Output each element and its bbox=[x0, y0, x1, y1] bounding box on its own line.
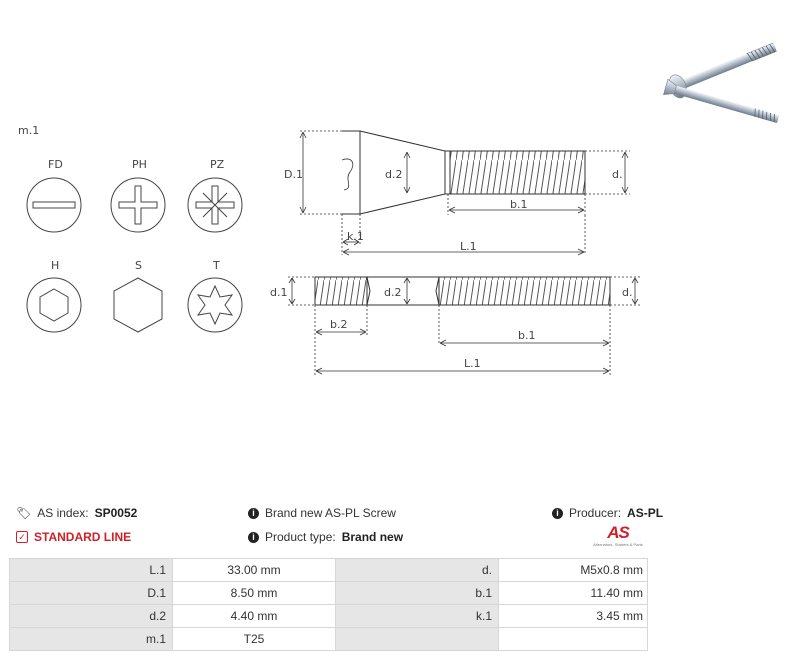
logo-text: AS bbox=[607, 523, 629, 542]
stud-label-L1: L.1 bbox=[464, 357, 481, 370]
dim-label-L1: L.1 bbox=[460, 240, 477, 253]
spec-value bbox=[499, 628, 648, 651]
hex-socket-icon bbox=[27, 278, 81, 332]
spec-key: D.1 bbox=[10, 582, 173, 605]
flat-slot-icon bbox=[27, 178, 81, 232]
spec-key: L.1 bbox=[10, 559, 173, 582]
tags-icon: 🏷 bbox=[16, 506, 32, 520]
product-photo bbox=[655, 30, 800, 130]
spec-key: b.1 bbox=[336, 582, 499, 605]
drive-label-s: S bbox=[135, 259, 142, 272]
spec-value: 3.45 mm bbox=[499, 605, 648, 628]
producer-label: Producer: bbox=[569, 506, 622, 520]
logo-tagline: Alternators, Starters & Parts bbox=[593, 542, 643, 547]
drive-label-h: H bbox=[51, 259, 60, 272]
dim-label-d2: d.2 bbox=[385, 168, 403, 181]
line-label: STANDARD LINE bbox=[34, 530, 132, 544]
as-logo bbox=[586, 524, 650, 547]
product-type bbox=[248, 530, 403, 544]
producer bbox=[552, 506, 663, 520]
table-row bbox=[10, 628, 648, 651]
table-row bbox=[10, 582, 648, 605]
hex-head-icon bbox=[114, 278, 162, 332]
check-square-icon: ✓ bbox=[16, 531, 28, 543]
stud-label-b1: b.1 bbox=[518, 329, 536, 342]
as-index bbox=[16, 506, 137, 520]
dim-label-d: d. bbox=[612, 168, 623, 181]
stud-label-b2: b.2 bbox=[330, 318, 348, 331]
info-circle-icon: i bbox=[552, 508, 563, 519]
stud-label-d1: d.1 bbox=[270, 286, 288, 299]
description-text: Brand new AS-PL Screw bbox=[265, 506, 396, 520]
spec-value: 33.00 mm bbox=[173, 559, 336, 582]
spec-key: d.2 bbox=[10, 605, 173, 628]
drive-types-diagram bbox=[0, 0, 270, 360]
stud-label-d: d. bbox=[622, 286, 633, 299]
spec-key: d. bbox=[336, 559, 499, 582]
spec-key: m.1 bbox=[10, 628, 173, 651]
as-index-label: AS index: bbox=[37, 506, 89, 520]
drive-label-t: T bbox=[213, 259, 220, 272]
stud-label-d2: d.2 bbox=[384, 286, 402, 299]
as-index-value: SP0052 bbox=[94, 506, 138, 520]
spec-value: T25 bbox=[173, 628, 336, 651]
spec-key bbox=[336, 628, 499, 651]
table-row bbox=[10, 605, 648, 628]
head-section-label: m.1 bbox=[18, 124, 40, 137]
spec-value: 11.40 mm bbox=[499, 582, 648, 605]
info-circle-icon: i bbox=[248, 508, 259, 519]
dim-label-k1: k.1 bbox=[347, 230, 364, 243]
drive-label-ph: PH bbox=[132, 158, 147, 171]
drive-label-fd: FD bbox=[48, 158, 63, 171]
dim-label-D1: D.1 bbox=[284, 168, 303, 181]
drive-label-pz: PZ bbox=[210, 158, 225, 171]
info-circle-icon: i bbox=[248, 532, 259, 543]
spec-key: k.1 bbox=[336, 605, 499, 628]
product-line bbox=[16, 530, 131, 544]
description bbox=[248, 506, 396, 520]
spec-value: M5x0.8 mm bbox=[499, 559, 648, 582]
table-row bbox=[10, 559, 648, 582]
torx-icon bbox=[188, 278, 242, 332]
product-type-value: Brand new bbox=[341, 530, 404, 544]
pozidriv-icon bbox=[188, 178, 242, 232]
spec-value: 8.50 mm bbox=[173, 582, 336, 605]
product-type-label: Product type: bbox=[265, 530, 336, 544]
phillips-icon bbox=[111, 178, 165, 232]
producer-value: AS-PL bbox=[627, 506, 664, 520]
spec-value: 4.40 mm bbox=[173, 605, 336, 628]
spec-table bbox=[9, 558, 648, 651]
dim-label-b1: b.1 bbox=[510, 198, 528, 211]
